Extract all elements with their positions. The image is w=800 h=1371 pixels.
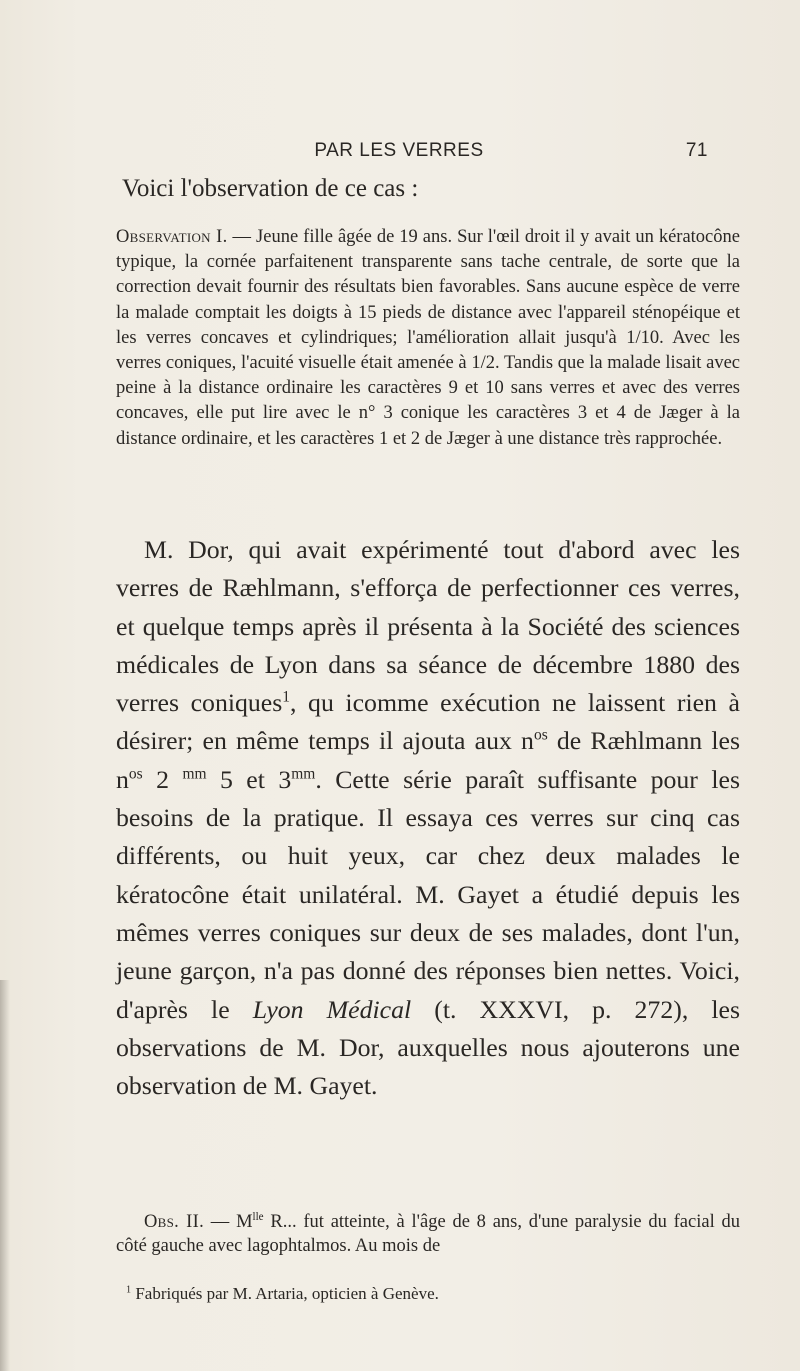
main-text-6: . Cette série paraît suffisante pour les besoins de la pratique. Il essaya ces verres sur cinq cas différents, ou huit yeux, car chez deux malades le kératocône était unilatéral. M. Gayet a étudié depuis les mêmes verres coniques sur deux de ses malades, dont l'un, jeune garçon, n'a pas donné des réponses bien nettes. Voici, d'après le [116, 764, 740, 1024]
running-title: PAR LES VERRES [314, 140, 484, 161]
main-text-5: 5 et 3 [206, 764, 292, 794]
main-text-2: , qu icomme exécution ne laissent rien à désirer; en même temps il ajouta aux n [116, 688, 740, 756]
sup-os-2: os [128, 765, 143, 783]
observation-2-text-b: R... fut atteinte, à l'âge de 8 ans, d'une paralysie du facial du côté gauche avec lagophtalmos. Au mois de [116, 1212, 740, 1256]
footnote-marker: 1 [126, 1284, 132, 1296]
footnote [116, 1283, 716, 1305]
observation-1-text: — Jeune fille âgée de 19 ans. Sur l'œil droit il y avait un kératocône typique, la cornée parfaitenent transparente sans tache centrale, de sorte que la correction devait fournir des résultats bien favorables. Sans aucune espèce de verre la malade comptait les doigts à 15 pieds de distance avec l'appareil sténopéique et les verres concaves et cylindriques; l'amélioration allait jusqu'à 1/10. Avec les verres coniques, l'acuité visuelle était amenée à 1/2. Tandis que la malade lisait avec peine à la distance ordinaire les caractères 9 et 10 sans verres et avec des verres concaves, elle put lire avec le n° 3 conique les caractères 3 et 4 de Jæger à la distance ordinaire, et les caractères 1 et 2 de Jæger à une distance très rapprochée. [116, 227, 740, 449]
sup-mm-1: mm [182, 765, 207, 783]
footnote-text: Fabriqués par M. Artaria, opticien à Genève. [131, 1284, 439, 1303]
main-text-3: de Ræhlmann les n [116, 726, 740, 794]
observation-2 [116, 1210, 740, 1258]
observation-1-label: Observation I. [116, 227, 228, 247]
main-text-1: M. Dor, qui avait expérimenté tout d'abord avec les verres de Ræhlmann, s'efforça de perfectionner ces verres, et quelque temps après il présenta à la Société des sciences médicales de Lyon dans sa séance de décembre 1880 des verres coniques [116, 535, 740, 718]
sup-mm-2: mm [291, 765, 316, 783]
main-paragraph [116, 531, 740, 1105]
sup-os-1: os [533, 726, 548, 744]
observation-1 [116, 225, 740, 452]
main-text-4: 2 [142, 764, 183, 794]
page-number: 71 [685, 140, 708, 161]
main-text-7: (t. XXXVI, p. 272), les observations de M. Dor, auxquelles nous ajouterons une observation de M. Gayet. [116, 994, 740, 1101]
running-header [90, 140, 708, 166]
sup-lle: lle [252, 1210, 264, 1223]
page-gutter-shadow [0, 980, 10, 1371]
journal-title: Lyon Médical [252, 994, 412, 1024]
intro-line: Voici l'observation de ce cas : [122, 175, 419, 202]
footnote-ref: 1 [282, 688, 291, 706]
observation-2-text-a: — M [204, 1212, 253, 1232]
observation-2-label: Obs. II. [144, 1212, 205, 1232]
